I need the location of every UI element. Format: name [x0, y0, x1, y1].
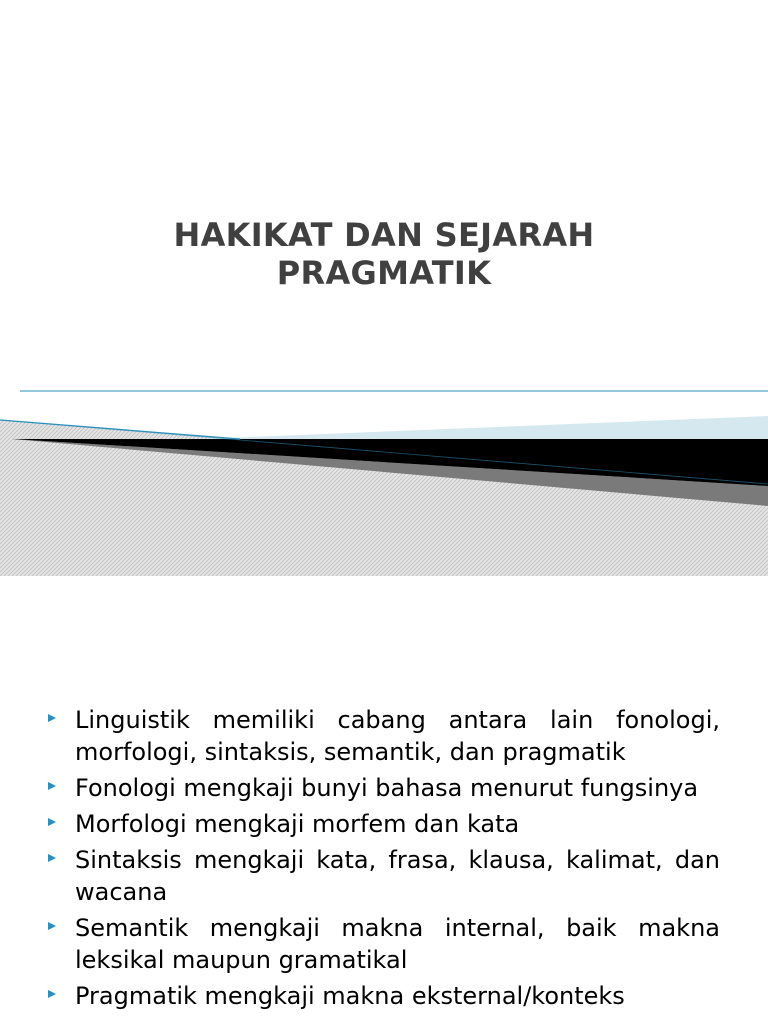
triangle-bullet-icon: [48, 990, 56, 998]
triangle-bullet-icon: [48, 818, 56, 826]
bullet-text: Sintaksis mengkaji kata, frasa, klausa, kalimat, dan wacana: [75, 846, 720, 906]
list-item: [44, 980, 720, 1012]
bullet-text: Semantik mengkaji makna internal, baik makna leksikal maupun gramatikal: [75, 914, 720, 974]
list-item: [44, 844, 720, 908]
list-item: [44, 808, 720, 840]
bullet-text: Morfologi mengkaji morfem dan kata: [75, 810, 520, 838]
bullet-text: Pragmatik mengkaji makna eksternal/konteks: [75, 982, 625, 1010]
light-blue-wedge: [200, 416, 768, 439]
bullet-text: Fonologi mengkaji bunyi bahasa menurut fungsinya: [75, 774, 699, 802]
list-item: [44, 772, 720, 804]
title-line-2: PRAGMATIK: [276, 254, 492, 292]
triangle-bullet-icon: [48, 782, 56, 790]
decorative-wave-band: [0, 380, 768, 580]
list-item: [44, 704, 720, 768]
triangle-bullet-icon: [48, 922, 56, 930]
triangle-bullet-icon: [48, 714, 56, 722]
title-line-1: HAKIKAT DAN SEJARAH: [173, 216, 595, 254]
bullet-text: Linguistik memiliki cabang antara lain fonologi, morfologi, sintaksis, semantik, dan pragmatik: [75, 706, 720, 766]
list-item: [44, 912, 720, 976]
triangle-bullet-icon: [48, 854, 56, 862]
bullet-list: [44, 704, 720, 1016]
slide-title: [84, 216, 684, 292]
